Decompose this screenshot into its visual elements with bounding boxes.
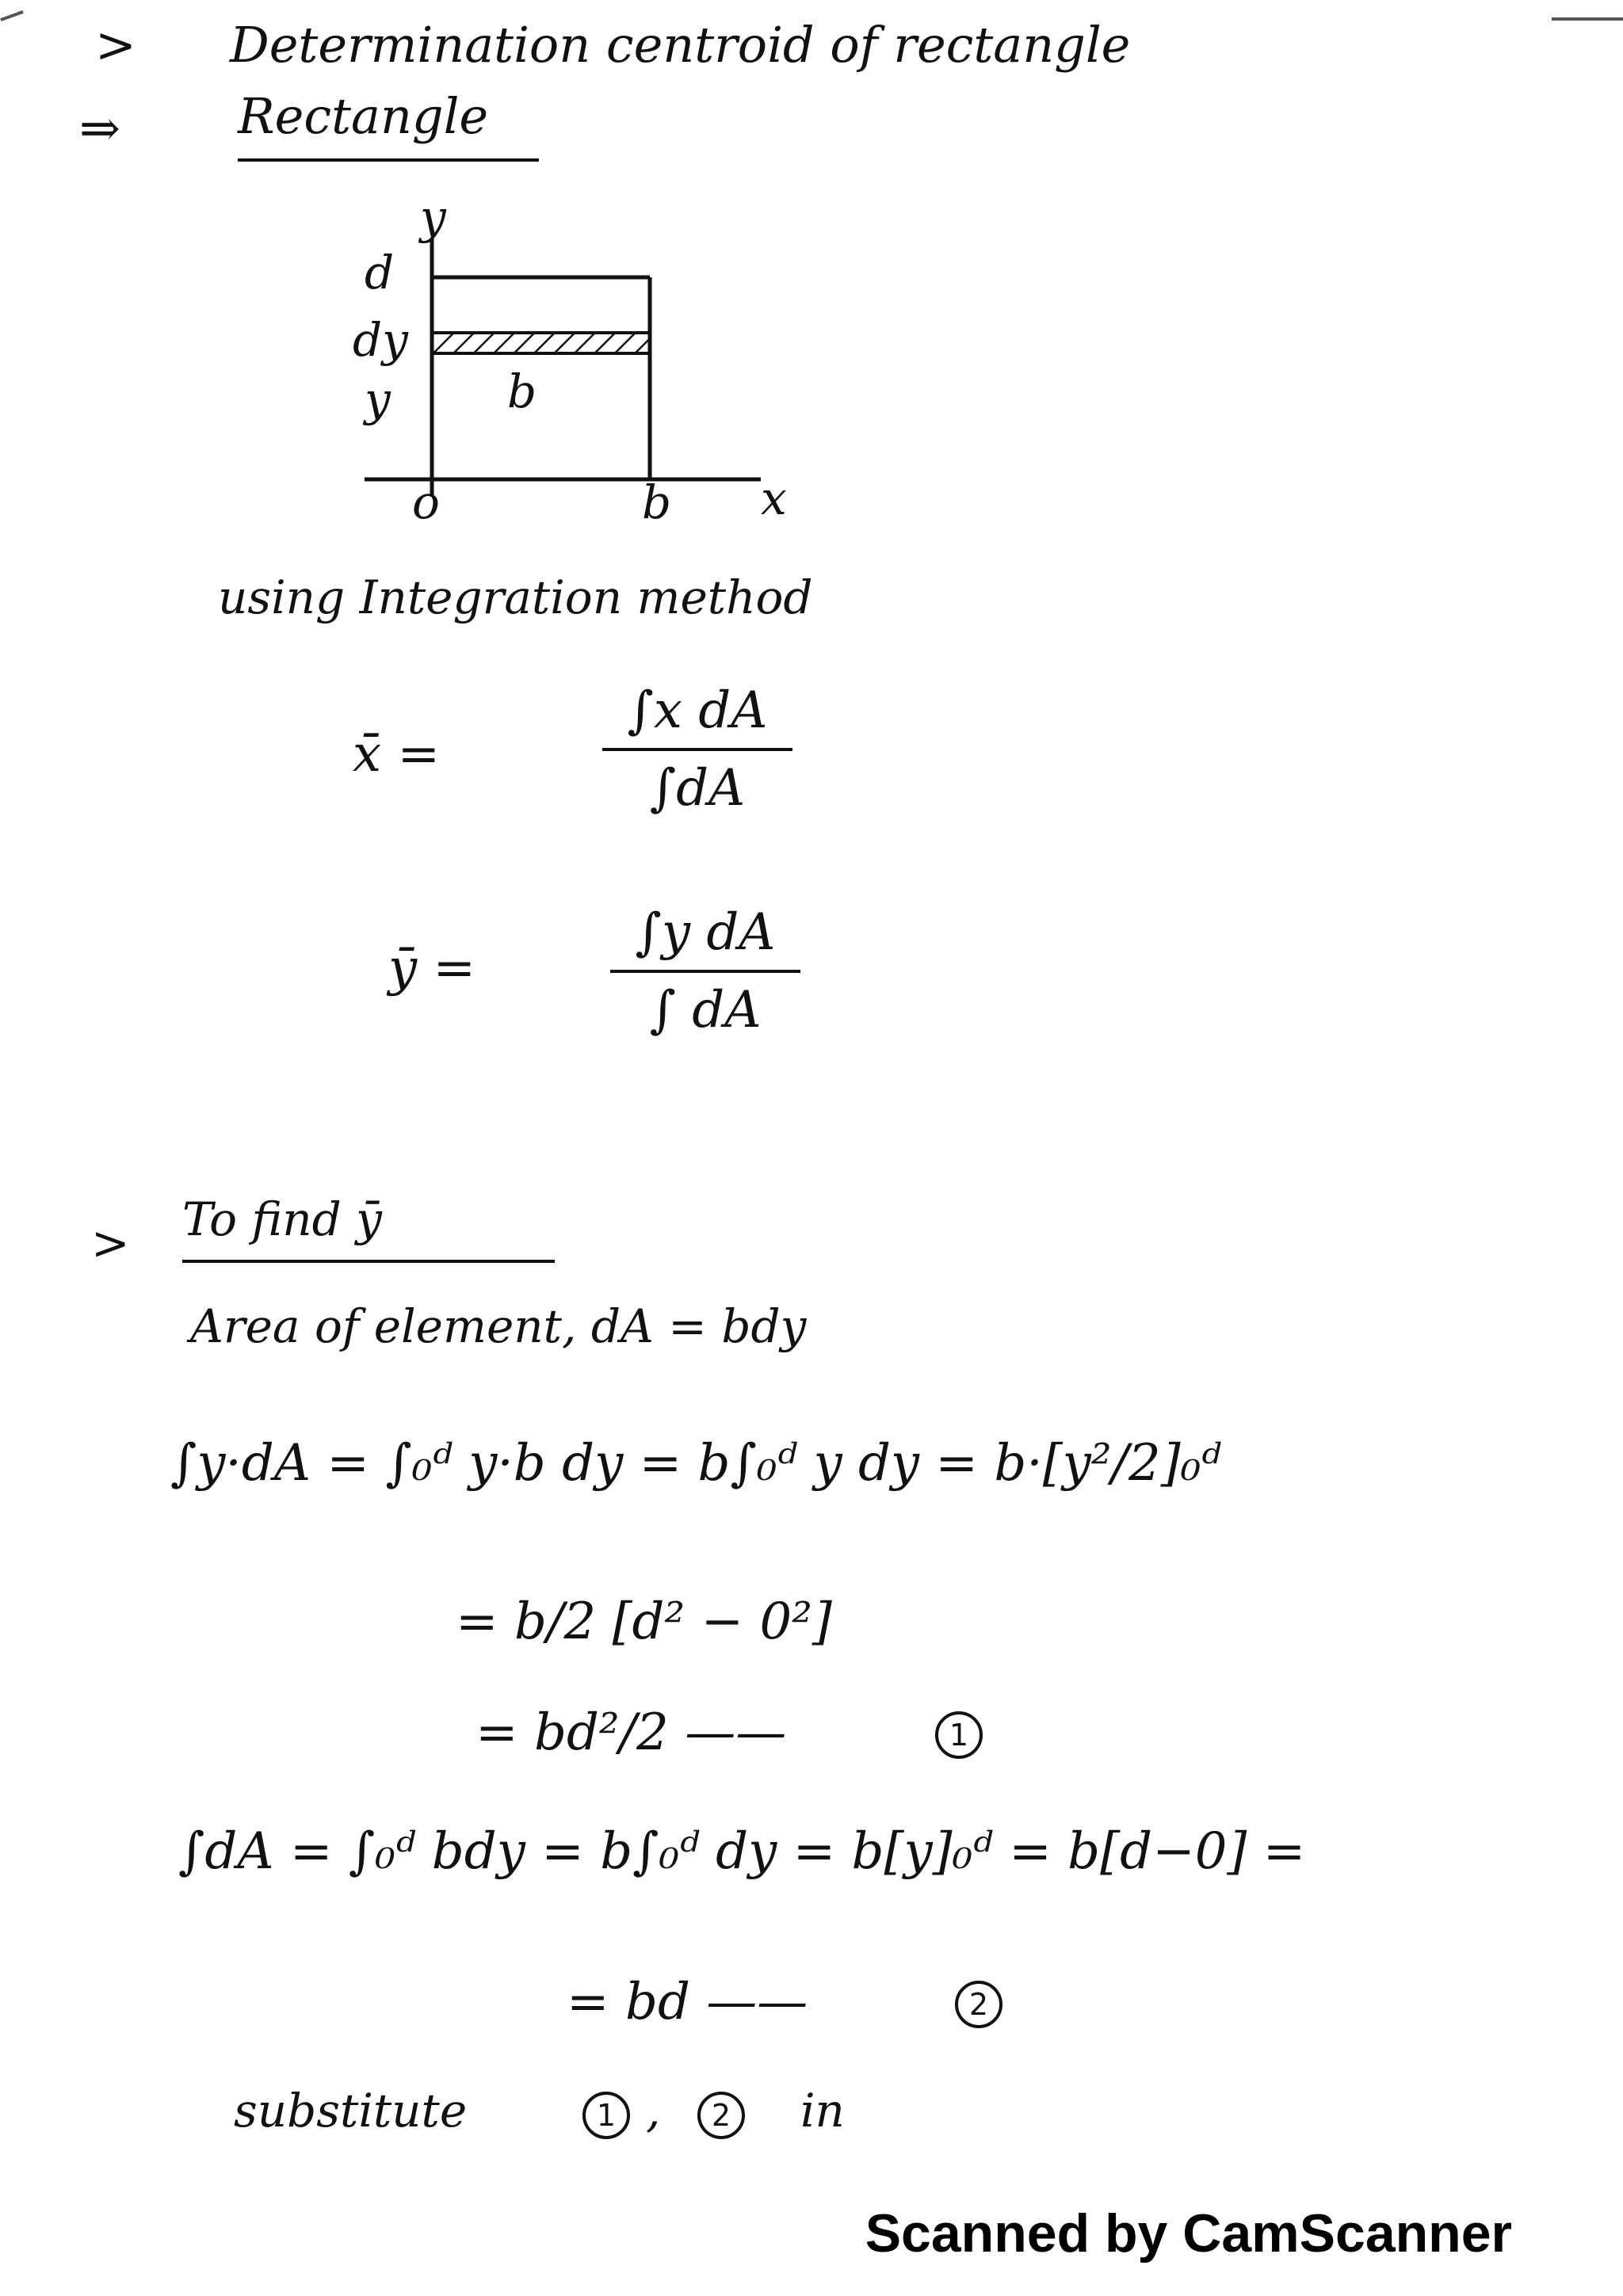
subtitle-underline (238, 158, 539, 162)
heading-marker-1: > (95, 16, 136, 74)
ybar-fraction-bar (610, 970, 800, 973)
xbar-denominator: ∫dA (649, 759, 746, 818)
diagram-label-y: y (365, 372, 391, 426)
heading-marker-2: ⇒ (79, 99, 120, 157)
equation-3-number: 1 (935, 1711, 983, 1759)
equation-5-tag (955, 1974, 1002, 2030)
substitute-word: substitute (234, 2084, 468, 2138)
diagram-x-axis-label: x (761, 471, 787, 525)
find-marker: > (91, 1216, 130, 1270)
substitute-number-2: 2 (697, 2092, 745, 2139)
xbar-lhs: x̄ = (353, 725, 441, 784)
heading-subtitle: Rectangle (238, 87, 489, 145)
ybar-lhs: ȳ = (388, 939, 476, 997)
camscanner-footer: Scanned by CamScanner (865, 2203, 1512, 2264)
xbar-fraction-bar (602, 748, 792, 751)
xbar-numerator: ∫x dA (627, 681, 768, 740)
find-title: To find ȳ (182, 1192, 382, 1246)
diagram-label-dy: dy (353, 313, 408, 367)
substitute-number-1: 1 (582, 2092, 630, 2139)
area-element-line: Area of element, dA = bdy (190, 1299, 807, 1353)
diagram-b-label: b (642, 475, 672, 529)
ybar-denominator: ∫ dA (649, 981, 762, 1039)
ybar-numerator: ∫y dA (635, 903, 776, 962)
hatched-strip (432, 333, 650, 353)
ybar-fraction (610, 903, 800, 1039)
substitute-separator: , (646, 2084, 661, 2138)
substitute-tag-2 (697, 2085, 745, 2141)
equation-4: ∫dA = ∫₀ᵈ bdy = b∫₀ᵈ dy = b[y]₀ᵈ = b[d−0] = (178, 1822, 1306, 1881)
substitute-in: in (800, 2084, 845, 2138)
find-title-underline (182, 1260, 555, 1263)
substitute-tag-1 (582, 2085, 630, 2141)
diagram-y-axis-label: y (420, 190, 446, 244)
equation-5-number: 2 (955, 1981, 1002, 2028)
diagram-strip-label: b (507, 364, 537, 418)
method-line: using Integration method (218, 570, 813, 624)
scan-edge-mark (0, 10, 24, 21)
equation-3-tag (935, 1705, 983, 1760)
equation-1: ∫y·dA = ∫₀ᵈ y·b dy = b∫₀ᵈ y dy = b·[y²/2]₀ᵈ (170, 1434, 1221, 1493)
equation-2: = b/2 [d² − 0²] (456, 1592, 832, 1651)
xbar-fraction (602, 681, 792, 818)
diagram-origin-label: o (412, 475, 440, 529)
heading-title: Determination centroid of rectangle (230, 16, 1131, 74)
scan-edge-line (1552, 17, 1623, 21)
diagram-label-d: d (365, 246, 395, 299)
equation-3: = bd²/2 —— (475, 1703, 787, 1762)
equation-5: = bd —— (567, 1973, 808, 2031)
